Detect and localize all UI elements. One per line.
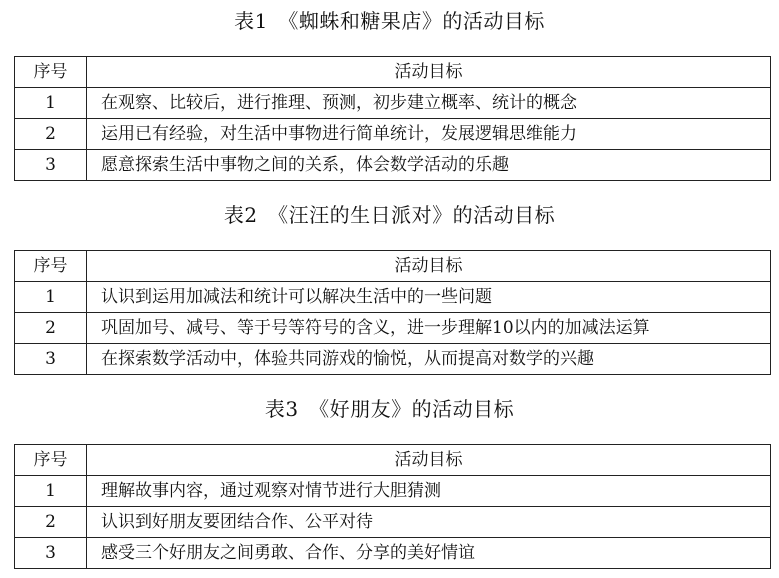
header-activity-goal: 活动目标 — [87, 57, 771, 88]
table-row — [15, 119, 771, 150]
row-number: 1 — [15, 282, 87, 313]
row-goal: 认识到运用加减法和统计可以解决生活中的一些问题 — [87, 282, 771, 313]
row-goal: 认识到好朋友要团结合作、公平对待 — [87, 507, 771, 538]
table-row — [15, 476, 771, 507]
table-3-activity-goals — [14, 444, 771, 569]
table-row — [15, 88, 771, 119]
table-header-row — [15, 251, 771, 282]
table-1-caption: 表1 《蜘蛛和糖果店》的活动目标 — [234, 9, 545, 33]
table-2-caption: 表2 《汪汪的生日派对》的活动目标 — [223, 203, 556, 227]
table-header-row — [15, 445, 771, 476]
row-number: 2 — [15, 507, 87, 538]
header-serial-number: 序号 — [15, 445, 87, 476]
row-number: 1 — [15, 476, 87, 507]
table-row — [15, 507, 771, 538]
row-goal: 愿意探索生活中事物之间的关系，体会数学活动的乐趣 — [87, 150, 771, 181]
table-2-activity-goals — [14, 250, 771, 375]
table-1-activity-goals — [14, 56, 771, 181]
row-number: 3 — [15, 538, 87, 569]
header-serial-number: 序号 — [15, 251, 87, 282]
row-goal: 理解故事内容，通过观察对情节进行大胆猜测 — [87, 476, 771, 507]
table-row — [15, 150, 771, 181]
table-row — [15, 313, 771, 344]
row-goal: 在观察、比较后，进行推理、预测，初步建立概率、统计的概念 — [87, 88, 771, 119]
table-3-caption: 表3 《好朋友》的活动目标 — [264, 397, 515, 421]
header-activity-goal: 活动目标 — [87, 251, 771, 282]
header-serial-number: 序号 — [15, 57, 87, 88]
table-row — [15, 282, 771, 313]
table-row — [15, 344, 771, 375]
row-goal: 感受三个好朋友之间勇敢、合作、分享的美好情谊 — [87, 538, 771, 569]
row-number: 3 — [15, 150, 87, 181]
row-number: 2 — [15, 119, 87, 150]
row-goal: 巩固加号、减号、等于号等符号的含义，进一步理解10以内的加减法运算 — [87, 313, 771, 344]
row-number: 1 — [15, 88, 87, 119]
header-activity-goal: 活动目标 — [87, 445, 771, 476]
row-number: 2 — [15, 313, 87, 344]
row-number: 3 — [15, 344, 87, 375]
row-goal: 运用已有经验，对生活中事物进行简单统计，发展逻辑思维能力 — [87, 119, 771, 150]
table-header-row — [15, 57, 771, 88]
row-goal: 在探索数学活动中，体验共同游戏的愉悦，从而提高对数学的兴趣 — [87, 344, 771, 375]
table-row — [15, 538, 771, 569]
